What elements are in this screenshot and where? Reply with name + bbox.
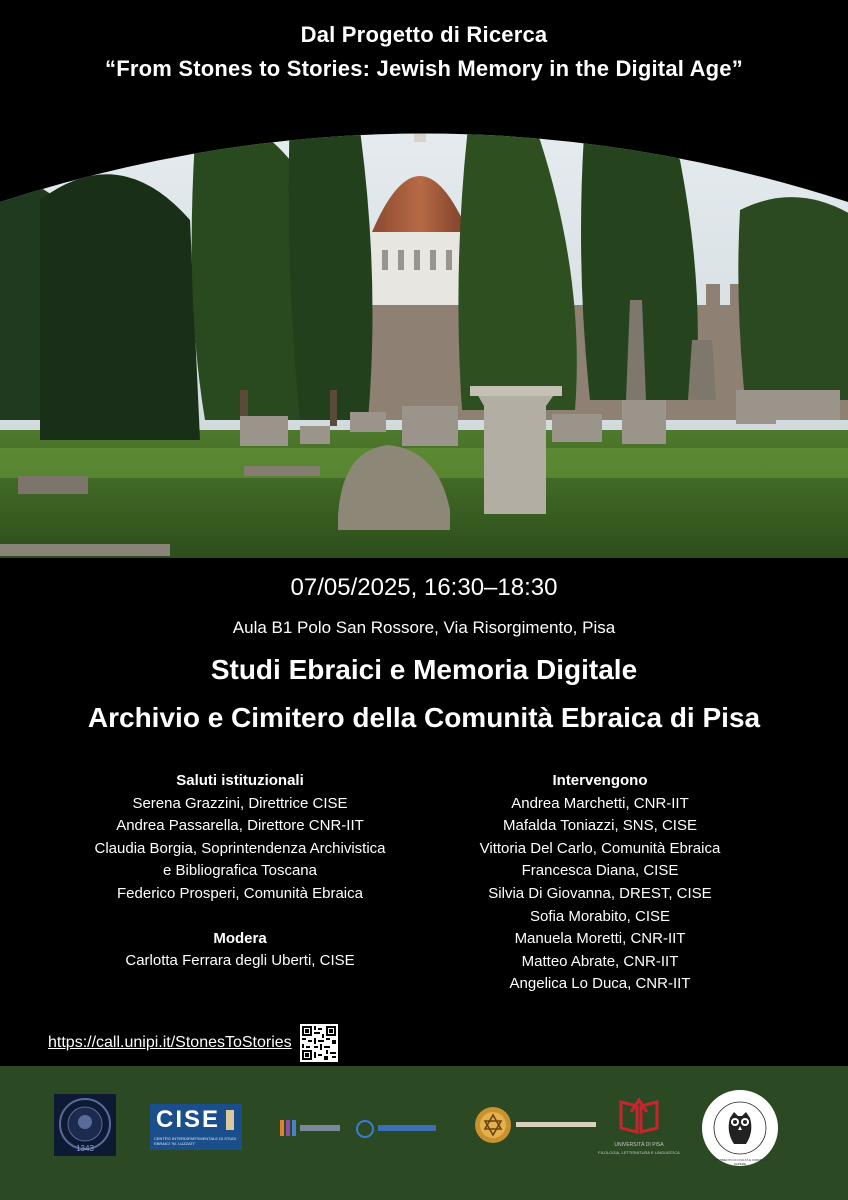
iit-mark-icon [280, 1120, 284, 1136]
speaker-item: Angelica Lo Duca, CNR-IIT [509, 975, 691, 993]
program-right-column [440, 770, 760, 996]
unipi-name: UNIVERSITÀ DI PISA [614, 1142, 664, 1148]
header [0, 18, 848, 86]
department-owl-logo [700, 1088, 780, 1168]
star-of-david-icon [474, 1106, 512, 1144]
cnr-iit-logo [280, 1120, 346, 1138]
event-title: Studi Ebraici e Memoria Digitale [210, 654, 638, 685]
foundation-circle-icon [356, 1120, 374, 1138]
speaker-item: Manuela Moretti, CNR-IIT [514, 930, 686, 948]
moderator-name: Carlotta Ferrara degli Uberti, CISE [125, 952, 355, 970]
university-seal-logo [54, 1094, 116, 1156]
speaker-item: Mafalda Toniazzi, SNS, CISE [503, 817, 697, 835]
event-venue: Aula B1 Polo San Rossore, Via Risorgimento, Pisa [232, 618, 616, 637]
moderator-heading: Modera [213, 929, 267, 947]
logo-footer [0, 1066, 848, 1200]
jewish-community-logo [474, 1106, 598, 1144]
foundation-logo [356, 1120, 440, 1138]
greetings-heading: Saluti istituzionali [176, 772, 304, 789]
foundation-text-icon [378, 1125, 436, 1131]
cise-lamp-icon [226, 1110, 234, 1130]
seal-year: 1343 [76, 1144, 94, 1153]
event-subtitle: Archivio e Cimitero della Comunità Ebraica di Pisa [87, 702, 761, 733]
qr-code-icon[interactable] [300, 1024, 338, 1062]
project-title: “From Stones to Stories: Jewish Memory in the Digital Age” [105, 56, 743, 81]
speaker-item: Silvia Di Giovanna, DREST, CISE [488, 884, 712, 902]
cise-subtitle: CENTRO INTERDIPARTIMENTALE DI STUDI EBRAICI "M. LUZZATI" [154, 1136, 237, 1146]
cise-logo [150, 1104, 242, 1150]
greeting-item: e Bibliografica Toscana [163, 862, 317, 880]
owl-icon [700, 1088, 780, 1168]
book-icon [617, 1096, 661, 1136]
greeting-item: Serena Grazzini, Direttrice CISE [132, 794, 348, 812]
iit-text-icon [300, 1125, 340, 1131]
cemetery-photo [0, 100, 848, 558]
speaker-item: Vittoria Del Carlo, Comunità Ebraica [479, 839, 721, 857]
speaker-item: Andrea Marchetti, CNR-IIT [511, 794, 689, 812]
registration-link-row [48, 1024, 338, 1062]
greeting-item: Claudia Borgia, Soprintendenza Archivistica [94, 839, 386, 857]
speaker-item: Matteo Abrate, CNR-IIT [521, 952, 679, 970]
greeting-item: Federico Prosperi, Comunità Ebraica [117, 884, 363, 902]
event-datetime: 07/05/2025, 16:30–18:30 [290, 574, 558, 601]
department-ring-text: DIPARTIMENTO DI CIVILTÀ E FORME DEL SAPERE [710, 1158, 770, 1166]
unipi-department-logo [584, 1096, 694, 1162]
project-label: Dal Progetto di Ricerca [300, 22, 548, 47]
registration-link[interactable]: https://call.unipi.it/StonesToStories [48, 1034, 292, 1051]
cise-name: CISE [156, 1106, 221, 1133]
program-left-column [40, 770, 440, 973]
speakers-heading: Intervengono [552, 772, 648, 789]
speaker-item: Francesca Diana, CISE [521, 862, 679, 880]
unipi-department: FILOLOGIA, LETTERATURA E LINGUISTICA [598, 1150, 680, 1155]
greeting-item: Andrea Passarella, Direttore CNR-IIT [116, 817, 364, 835]
iit-mark-icon [286, 1120, 290, 1136]
iit-mark-icon [292, 1120, 296, 1136]
speaker-item: Sofia Morabito, CISE [529, 907, 671, 925]
